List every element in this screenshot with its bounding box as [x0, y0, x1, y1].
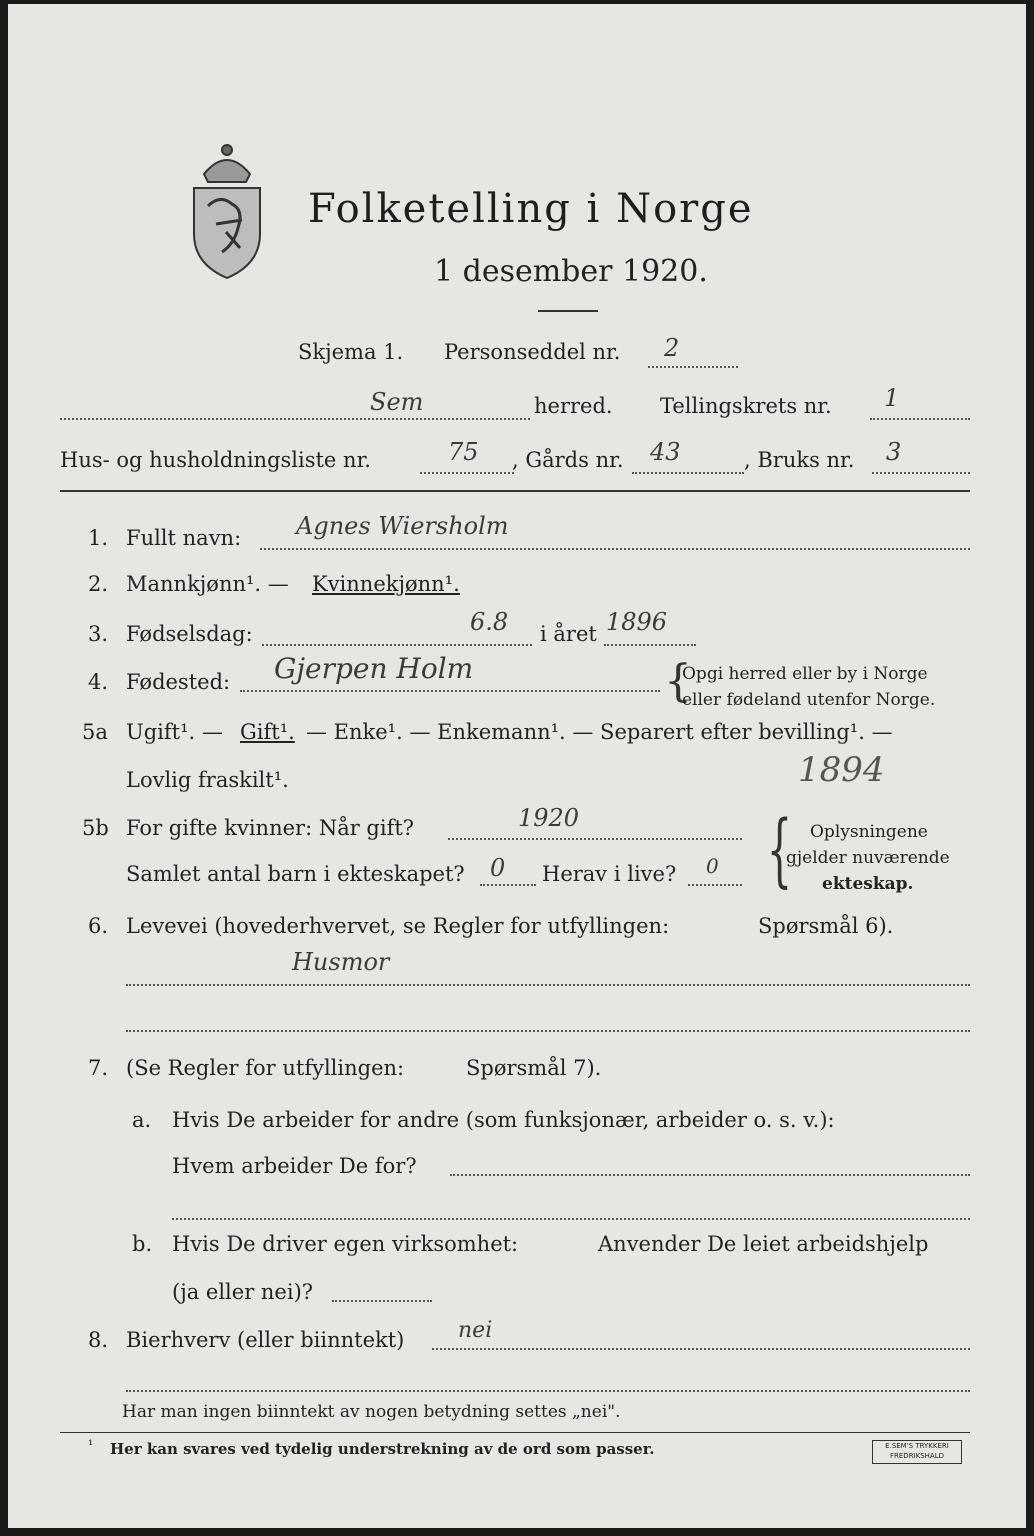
- q5a-margin-note: 1894: [798, 750, 885, 790]
- skjema-label: Skjema 1.: [298, 340, 404, 364]
- q8-line2: [126, 1390, 970, 1392]
- census-date: 1 desember 1920.: [434, 254, 708, 289]
- q5b-note-line2: gjelder nuværende: [786, 848, 950, 868]
- q7b-letter: b.: [132, 1232, 153, 1256]
- q4-value[interactable]: Gjerpen Holm: [274, 652, 474, 685]
- census-form: [8, 4, 1026, 1528]
- q4-number: 4.: [88, 670, 109, 694]
- q5a-options-rest: — Enke¹. — Enkemann¹. — Separert efter bevilling¹. —: [306, 720, 893, 744]
- q4-label: Fødested:: [126, 670, 231, 694]
- q7a-line1: [450, 1174, 970, 1176]
- q5b-brace: {: [766, 803, 793, 896]
- q5a-number: 5a: [82, 720, 108, 744]
- footer-divider: [60, 1432, 970, 1433]
- q5b-label: For gifte kvinner: Når gift?: [126, 816, 415, 840]
- gards-label: , Gårds nr.: [512, 448, 624, 472]
- q1-value[interactable]: Agnes Wiersholm: [296, 512, 509, 540]
- hus-value[interactable]: 75: [448, 438, 479, 466]
- q7a-letter: a.: [132, 1108, 152, 1132]
- q6-line1: [126, 984, 970, 986]
- q3-number: 3.: [88, 622, 109, 646]
- q5b-note-line3: ekteskap.: [822, 874, 914, 894]
- q8-value[interactable]: nei: [458, 1318, 493, 1343]
- footnote-mark: ¹: [88, 1438, 94, 1453]
- q5a-option-gift[interactable]: Gift¹.: [240, 720, 295, 744]
- q8-number: 8.: [88, 1328, 109, 1352]
- q5a-option-ugift: Ugift¹. —: [126, 720, 223, 744]
- q5b-live-value[interactable]: 0: [706, 854, 719, 878]
- q5b-note-line1: Oplysningene: [810, 822, 928, 842]
- q5b-number: 5b: [82, 816, 109, 840]
- q2-option-female[interactable]: Kvinnekjønn¹.: [312, 572, 460, 596]
- footnote: Her kan svares ved tydelig understrekning av de ord som passer.: [110, 1440, 655, 1458]
- q7-label: (Se Regler for utfyllingen:: [126, 1056, 405, 1080]
- q6-line2: [126, 1030, 970, 1032]
- q5b-line: [448, 838, 742, 840]
- q7a-label: Hvis De arbeider for andre (som funksjonær, arbeider o. s. v.):: [172, 1108, 835, 1132]
- q7b-label-2: Anvender De leiet arbeidshjelp: [598, 1232, 929, 1256]
- q5b-live-line: [688, 884, 742, 886]
- q5b-barn-label: Samlet antal barn i ekteskapet?: [126, 862, 465, 886]
- q2-option-male: Mannkjønn¹. —: [126, 572, 289, 596]
- bruks-line: [872, 472, 970, 474]
- q6-reference: Spørsmål 6).: [758, 914, 894, 938]
- q4-line: [240, 690, 660, 692]
- herred-value[interactable]: Sem: [370, 388, 424, 416]
- personseddel-line: [648, 366, 738, 368]
- form-title: Folketelling i Norge: [308, 186, 754, 232]
- q3-value[interactable]: 6.8: [470, 608, 509, 636]
- q3-label: Fødselsdag:: [126, 622, 253, 646]
- q1-number: 1.: [88, 526, 109, 550]
- q3-year-value[interactable]: 1896: [606, 608, 668, 636]
- q5b-barn-line: [480, 884, 536, 886]
- q7a-line2: [172, 1218, 970, 1220]
- q5b-live-label: Herav i live?: [542, 862, 677, 886]
- printer-stamp: E.SEM'S TRYKKERI FREDRIKSHALD: [872, 1440, 962, 1464]
- q8-label: Bierhverv (eller biinntekt): [126, 1328, 405, 1352]
- q7b-question: (ja eller nei)?: [172, 1280, 314, 1304]
- tellingskrets-label: Tellingskrets nr.: [660, 394, 832, 418]
- herred-label: herred.: [534, 394, 613, 418]
- coat-of-arms-icon: [186, 136, 268, 286]
- footer-note: Har man ingen biinntekt av nogen betydning settes „nei".: [122, 1402, 621, 1422]
- header-divider: [60, 490, 970, 492]
- hus-label: Hus- og husholdningsliste nr.: [60, 448, 371, 472]
- title-divider: [538, 310, 598, 312]
- q6-number: 6.: [88, 914, 109, 938]
- q5b-value[interactable]: 1920: [518, 804, 580, 832]
- hus-line: [420, 472, 514, 474]
- q5a-option-fraskilt: Lovlig fraskilt¹.: [126, 768, 289, 792]
- tellingskrets-value[interactable]: 1: [884, 384, 900, 412]
- q1-label: Fullt navn:: [126, 526, 242, 550]
- personseddel-value[interactable]: 2: [664, 334, 680, 362]
- q4-note-line1: Opgi herred eller by i Norge: [682, 664, 928, 684]
- q8-line1: [432, 1348, 970, 1350]
- q1-line: [260, 548, 970, 550]
- q6-value[interactable]: Husmor: [292, 948, 390, 976]
- q3-year-label: i året: [540, 622, 597, 646]
- q2-number: 2.: [88, 572, 109, 596]
- q6-label: Levevei (hovederhvervet, se Regler for utfyllingen:: [126, 914, 670, 938]
- gards-line: [632, 472, 744, 474]
- gards-value[interactable]: 43: [650, 438, 681, 466]
- q7b-label: Hvis De driver egen virksomhet:: [172, 1232, 519, 1256]
- q3-line: [262, 644, 532, 646]
- q7-number: 7.: [88, 1056, 109, 1080]
- personseddel-label: Personseddel nr.: [444, 340, 621, 364]
- herred-line: [60, 418, 530, 420]
- q7a-question: Hvem arbeider De for?: [172, 1154, 417, 1178]
- q3-year-line: [604, 644, 696, 646]
- q7-reference: Spørsmål 7).: [466, 1056, 602, 1080]
- tellingskrets-line: [870, 418, 970, 420]
- q7b-line: [332, 1300, 432, 1302]
- bruks-value[interactable]: 3: [886, 438, 902, 466]
- q4-note-line2: eller fødeland utenfor Norge.: [682, 690, 936, 710]
- q5b-barn-value[interactable]: 0: [490, 854, 506, 882]
- q4-brace: {: [664, 656, 692, 707]
- bruks-label: , Bruks nr.: [744, 448, 855, 472]
